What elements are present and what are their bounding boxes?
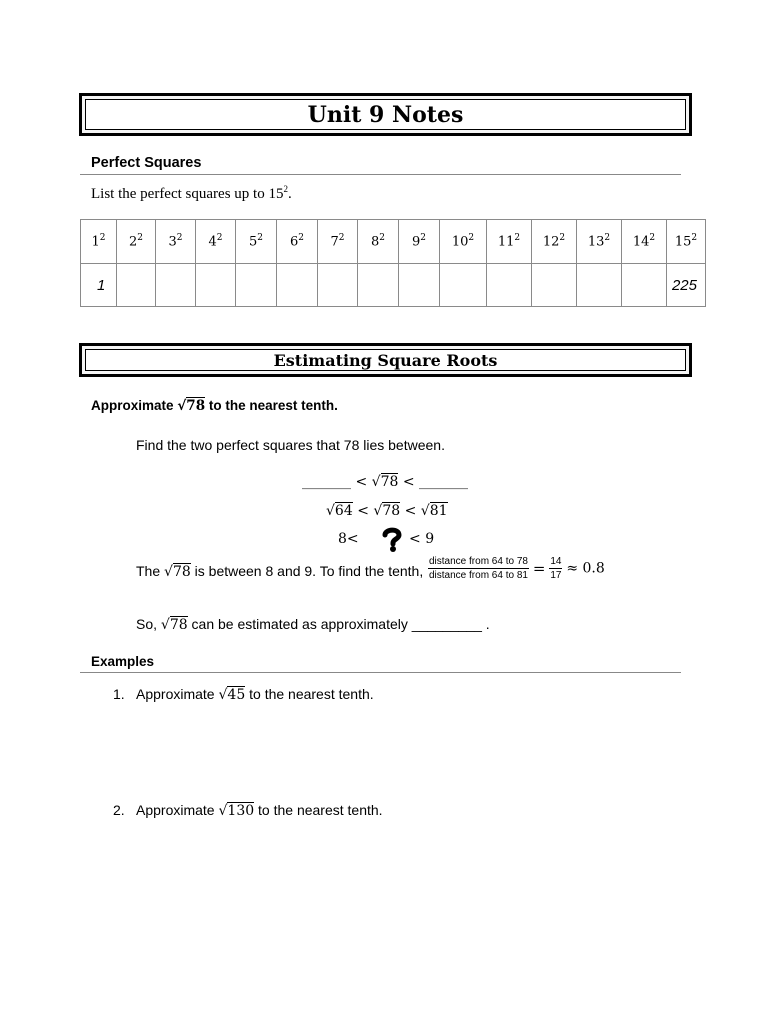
answer-cell[interactable] [577, 264, 622, 307]
answer-blank[interactable]: _________ [411, 616, 482, 632]
perfect-squares-instruction: List the perfect squares up to $15^2$. [91, 184, 292, 202]
power-cell: $10^2$ [440, 220, 487, 264]
power-cell: $2^2$ [117, 220, 156, 264]
power-cell: $8^2$ [358, 220, 399, 264]
blank-inequality: _______ < √78 < _______ [302, 474, 469, 490]
sqrt-78: √78 [177, 398, 206, 414]
example-number: 2. [113, 802, 125, 818]
conclusion-sentence: So, √78 can be estimated as approximately _________ . [136, 616, 490, 633]
section-divider [80, 174, 681, 175]
power-cell: $14^2$ [622, 220, 667, 264]
example-item: 1. Approximate √45 to the nearest tenth. [113, 686, 374, 703]
sqrt-expression: √45 [218, 687, 246, 703]
power-cell: $7^2$ [318, 220, 358, 264]
answer-cell[interactable] [318, 264, 358, 307]
answer-cell[interactable] [196, 264, 236, 307]
example-number: 1. [113, 686, 125, 702]
answer-cell[interactable]: 225 [667, 264, 706, 307]
answer-cell[interactable] [440, 264, 487, 307]
sqrt-expression: √130 [218, 803, 255, 819]
perfect-squares-heading: Perfect Squares [91, 155, 202, 171]
answer-cell[interactable]: 1 [81, 264, 117, 307]
answer-cell[interactable] [487, 264, 532, 307]
bounds-inequality: 8< [338, 531, 359, 547]
answer-cell[interactable] [156, 264, 196, 307]
estimating-title: Estimating Square Roots [273, 350, 498, 370]
power-cell: $13^2$ [577, 220, 622, 264]
power-cell: $5^2$ [236, 220, 277, 264]
power-cell: $11^2$ [487, 220, 532, 264]
power-cell: $4^2$ [196, 220, 236, 264]
answer-cell[interactable] [236, 264, 277, 307]
tenth-fraction: $\frac{\text{distance from 64 to 78}}{\text{distance from 64 to 81}}$ = $\frac{14}{17}$ ≈ 0.8 [429, 556, 605, 581]
question-mark-icon [381, 527, 403, 553]
perfect-squares-table [80, 219, 706, 307]
answer-row [81, 264, 706, 307]
example-item: 2. Approximate √130 to the nearest tenth. [113, 802, 383, 819]
page-title: Unit 9 Notes [307, 101, 464, 128]
power-cell: $12^2$ [532, 220, 577, 264]
power-cell: $6^2$ [277, 220, 318, 264]
answer-cell[interactable] [358, 264, 399, 307]
answer-cell[interactable] [399, 264, 440, 307]
exponent-row [81, 220, 706, 264]
between-sentence: The √78 is between 8 and 9. To find the tenth, [136, 563, 424, 580]
root-inequality: √64 < √78 < √81 [326, 503, 448, 519]
power-cell: $15^2$ [667, 220, 706, 264]
answer-cell[interactable] [622, 264, 667, 307]
find-instruction: Find the two perfect squares that 78 lies between. [136, 437, 445, 453]
examples-heading: Examples [91, 654, 155, 669]
answer-cell[interactable] [117, 264, 156, 307]
upper-bound: < 9 [409, 531, 435, 547]
estimating-banner [79, 343, 692, 377]
title-banner [79, 93, 692, 136]
answer-cell[interactable] [532, 264, 577, 307]
power-cell: $1^2$ [81, 220, 117, 264]
power-cell: $9^2$ [399, 220, 440, 264]
power-cell: $3^2$ [156, 220, 196, 264]
examples-divider [80, 672, 681, 673]
answer-cell[interactable] [277, 264, 318, 307]
approximate-prompt: Approximate √78 to the nearest tenth. [91, 398, 338, 414]
